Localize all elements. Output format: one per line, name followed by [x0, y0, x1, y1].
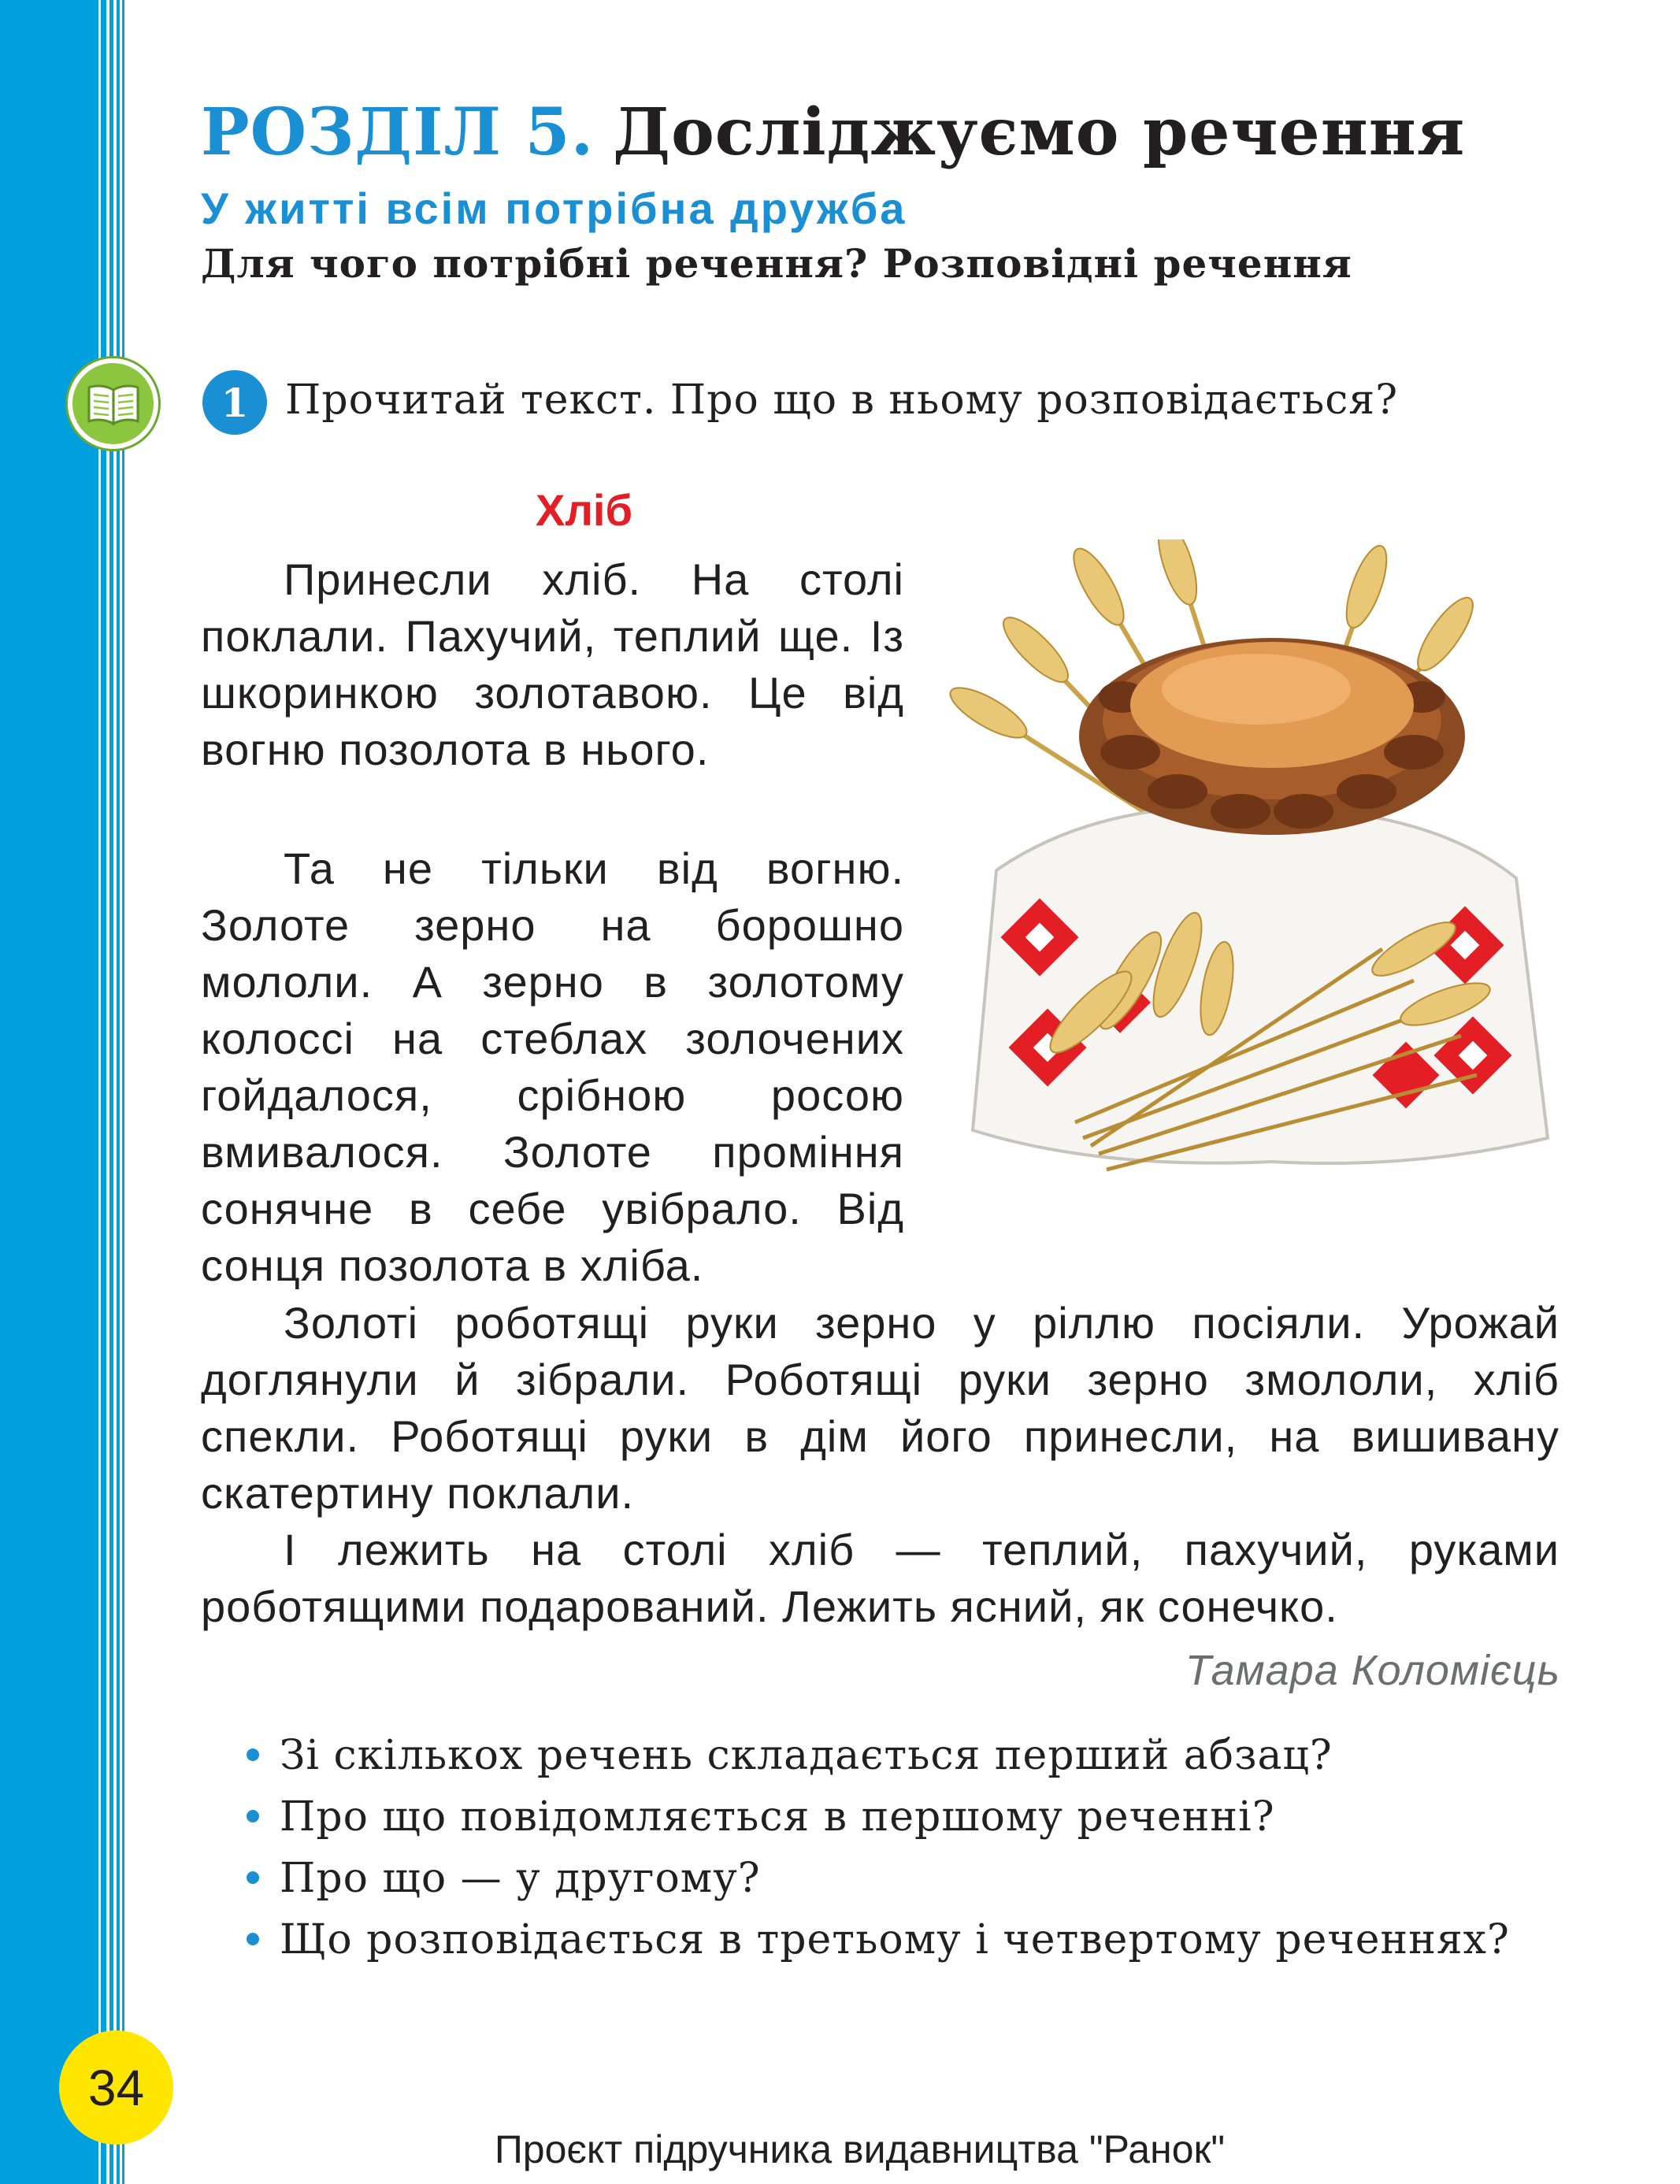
- story-paragraph: Золоті роботящі руки зерно у ріллю посіяли. Урожай доглянули й зібрали. Роботящі руки зерно змололи, хліб спекли. Роботящі руки в дім його принесли, на вишивану скатертину поклали.: [201, 1298, 1559, 1518]
- section-heading: [201, 95, 1465, 170]
- lesson-topic: Для чого потрібні речення? Розповідні речення: [201, 240, 1352, 287]
- question-item: Що розповідається в третьому і четвертому реченнях?: [280, 1909, 1510, 1971]
- footer-note: Проєкт підручника видавництва "Ранок": [494, 2127, 1226, 2171]
- story-paragraph: Принесли хліб. На столі поклали. Пахучий, теплий ще. Із шкоринкою золотавою. Це від вогню позолота в нього.: [201, 554, 904, 774]
- question-item: Про що повідомляється в першому реченні?: [280, 1786, 1510, 1848]
- story-title: Хліб: [536, 485, 633, 535]
- bullet-icon: [247, 1871, 259, 1884]
- section-name: Досліджуємо речення: [613, 95, 1466, 170]
- open-book-icon: [68, 358, 158, 449]
- bullet-icon: [247, 1933, 259, 1945]
- page-number: 34: [59, 2030, 173, 2145]
- story-paragraph: І лежить на столі хліб — теплий, пахучий, руками роботящими подарований. Лежить ясний, як сонечко.: [201, 1525, 1559, 1631]
- task-instruction: Прочитай текст. Про що в ньому розповідається?: [285, 376, 1399, 424]
- story-paragraph: Та не тільки від вогню. Золоте зерно на борошно мололи. А зерно в золотому колоссі на стеблах золочених гойдалося, срібною росою вмивалося. Золоте проміння сонячне в себе увібрало. Від сонця позолота в хліба.: [201, 844, 904, 1290]
- bread-illustration: [941, 540, 1571, 1185]
- section-number: РОЗДІЛ 5.: [201, 95, 595, 170]
- question-item: Зі скількох речень складається перший абзац?: [280, 1725, 1510, 1786]
- left-decorative-band: [0, 0, 130, 2184]
- story-author: Тамара Коломієць: [1185, 1647, 1560, 1694]
- bullet-icon: [247, 1748, 259, 1761]
- task-number-badge: 1: [202, 370, 267, 435]
- bullet-icon: [247, 1810, 259, 1822]
- question-list: [280, 1725, 1510, 1971]
- question-item: Про що — у другому?: [280, 1848, 1510, 1909]
- section-subtitle: У житті всім потрібна дружба: [201, 184, 907, 233]
